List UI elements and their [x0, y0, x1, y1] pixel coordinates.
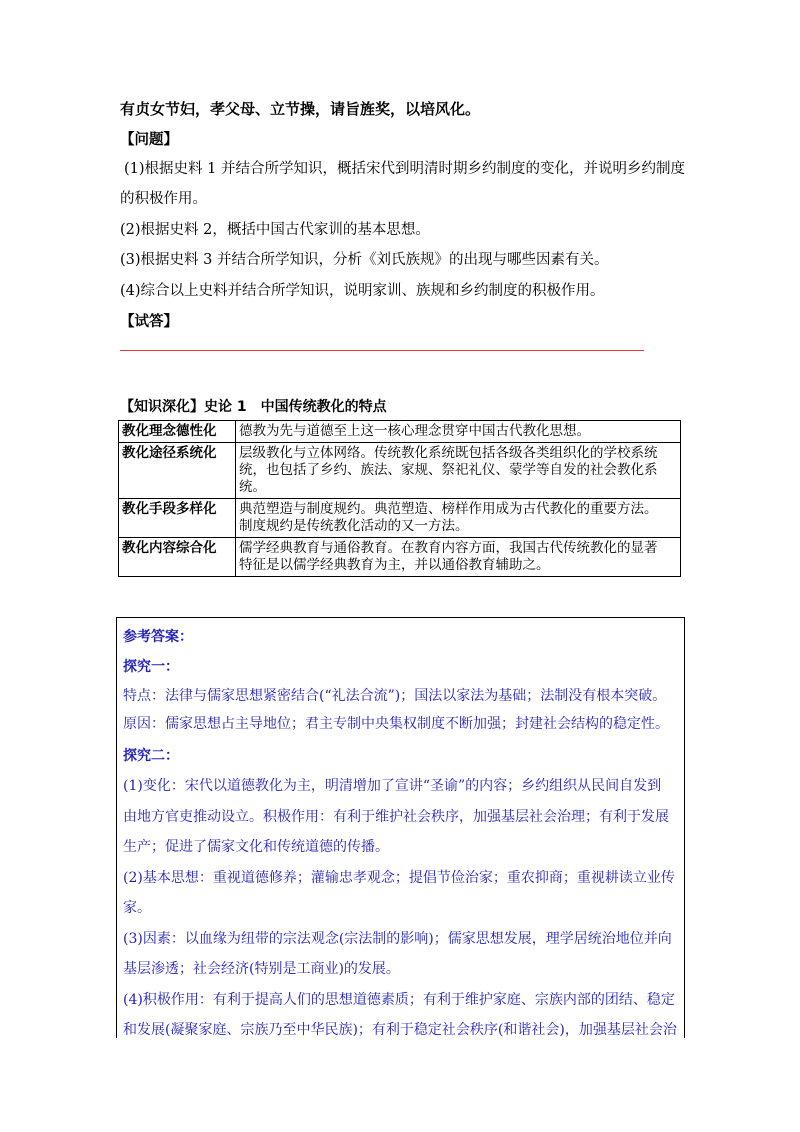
intro-line: 有贞女节妇，孝父母、立节操，请旨旌奖，以培风化。: [120, 100, 481, 118]
row-content: [236, 421, 681, 443]
explore-1-heading: 探究一：: [123, 659, 179, 675]
table-row: [119, 538, 681, 577]
explore-2-line: (1)变化：宋代以道德教化为主，明清增加了宣讲“圣谕”的内容；乡约组织从民间自发到: [123, 778, 662, 794]
row-content: [236, 443, 681, 499]
explore-2-line: (2)基本思想：重视道德修养；灌输忠孝观念；提倡节俭治家；重农抑商；重视耕读立业传: [123, 870, 675, 886]
row-content-line: 制度规约是传统教化活动的又一方法。: [239, 518, 469, 534]
row-content-line: 特征是以儒学经典教育为主，并以通俗教育辅助之。: [239, 557, 550, 573]
row-content-line: 典范塑造与制度规约。典范塑造、榜样作用成为古代教化的重要方法。: [239, 501, 658, 517]
row-content-line: 德教为先与道德至上这一核心理念贯穿中国古代教化思想。: [239, 423, 590, 439]
question-3: (3)根据史料 3 并结合所学知识，分析《刘氏族规》的出现与哪些因素有关。: [120, 252, 609, 268]
answers-heading: 参考答案：: [123, 629, 193, 645]
explore-2-line: 和发展(凝聚家庭、宗族乃至中华民族)；有利于稳定社会秩序(和谐社会)，加强基层社会治: [123, 1022, 677, 1038]
row-heading: 教化途径系统化: [119, 443, 236, 499]
explore-2-line: 基层渗透；社会经济(特别是工商业)的发展。: [123, 961, 400, 977]
row-content-line: 统，也包括了乡约、族法、家规、祭祀礼仪、蒙学等自发的社会教化系: [239, 462, 658, 478]
row-heading: 教化手段多样化: [119, 499, 236, 538]
table-row: [119, 443, 681, 499]
answer-divider-line: [120, 350, 644, 351]
table-row: [119, 499, 681, 538]
explore-2-line: 由地方官吏推动设立。积极作用：有利于维护社会秩序，加强基层社会治理；有利于发展: [123, 809, 669, 825]
explore-1-line: 原因：儒家思想占主导地位；君主专制中央集权制度不断加强；封建社会结构的稳定性。: [123, 716, 669, 732]
question-4: (4)综合以上史料并结合所学知识，说明家训、族规和乡约制度的积极作用。: [120, 283, 605, 299]
row-content-line: 统。: [239, 479, 266, 495]
explore-2-heading: 探究二：: [123, 748, 179, 764]
explore-2-line: (3)因素：以血缘为纽带的宗法观念(宗法制的影响)；儒家思想发展，理学居统治地位并向: [123, 931, 672, 947]
knowledge-table: [118, 420, 681, 577]
row-content-line: 层级教化与立体网络。传统教化系统既包括各级各类组织化的学校系统: [239, 445, 658, 461]
explore-2-line: 家。: [123, 900, 151, 916]
row-heading: 教化内容综合化: [119, 538, 236, 577]
row-content: [236, 538, 681, 577]
question-2: (2)根据史料 2，概括中国古代家训的基本思想。: [120, 222, 430, 238]
row-content: [236, 499, 681, 538]
row-heading: 教化理念德性化: [119, 421, 236, 443]
explore-2-line: 生产；促进了儒家文化和传统道德的传播。: [123, 839, 389, 855]
table-row: [119, 421, 681, 443]
explore-1-line: 特点：法律与儒家思想紧密结合(“礼法合流”)；国法以家法为基础；法制没有根本突破。: [123, 688, 667, 704]
reference-answer-box: [116, 617, 685, 1038]
questions-heading: 【问题】: [120, 132, 178, 148]
row-content-line: 儒学经典教育与通俗教育。在教育内容方面，我国古代传统教化的显著: [239, 540, 658, 556]
question-1-line-1: (1)根据史料 1 并结合所学知识，概括宋代到明清时期乡约制度的变化，并说明乡约制度: [124, 161, 685, 177]
explore-2-line: (4)积极作用：有利于提高人们的思想道德素质；有利于维护家庭、宗族内部的团结、稳定: [123, 992, 675, 1008]
question-1-line-2: 的积极作用。: [120, 191, 207, 207]
knowledge-title: 【知识深化】史论 1 中国传统教化的特点: [120, 399, 387, 415]
answer-attempt-heading: 【试答】: [120, 314, 178, 330]
